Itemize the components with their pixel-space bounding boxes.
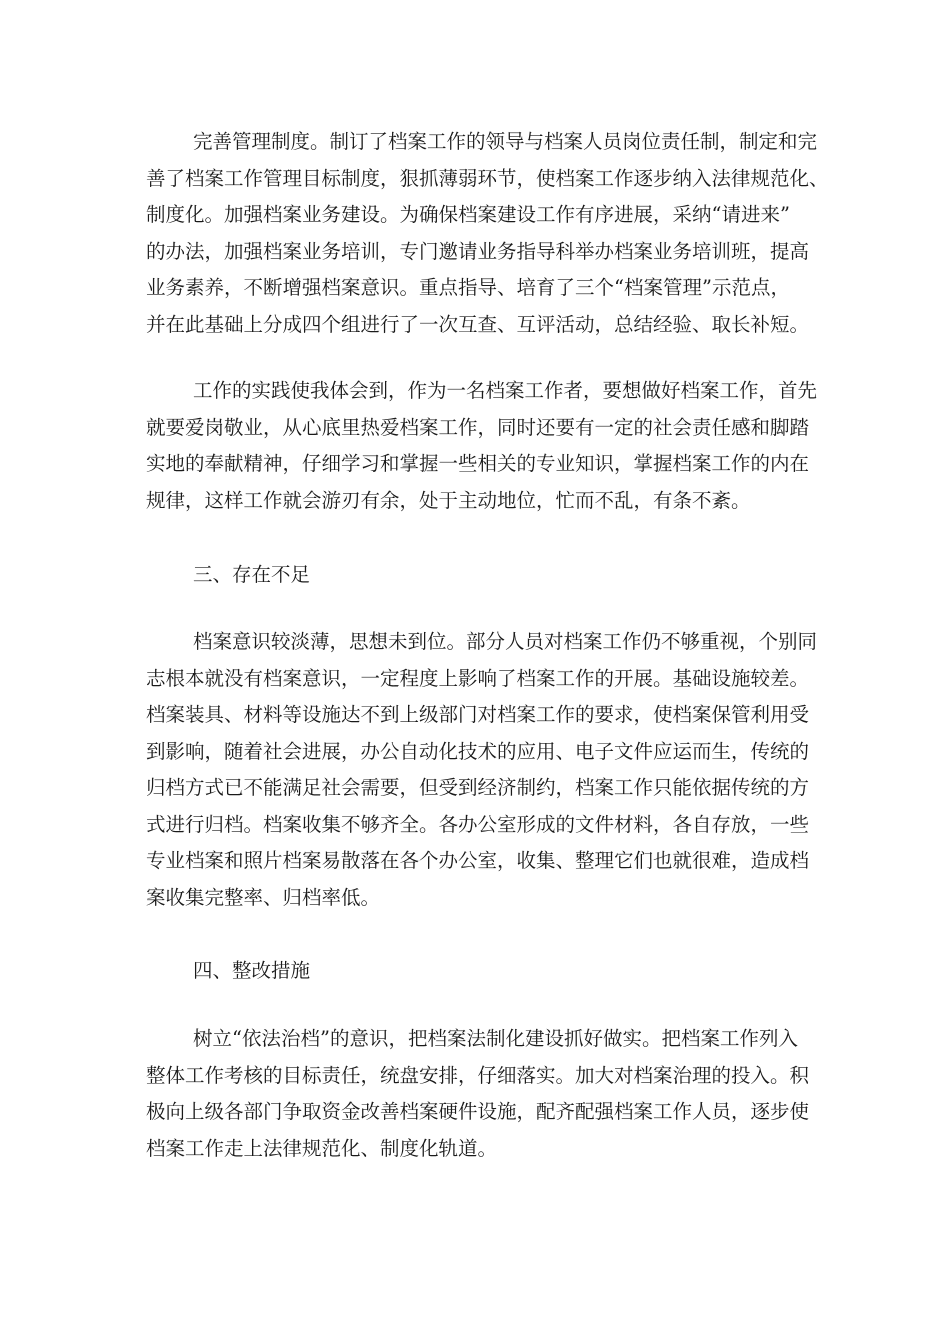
paragraph-line: 善了档案工作管理目标制度，狠抓薄弱环节，使档案工作逐步纳入法律规范化、	[146, 166, 829, 190]
paragraph-shortcomings	[146, 624, 818, 916]
paragraph-line: 归档方式已不能满足社会需要，但受到经济制约，档案工作只能依据传统的方	[146, 776, 810, 799]
paragraph-work-experience	[146, 373, 818, 519]
paragraph-line: 档案装具、材料等设施达不到上级部门对档案工作的要求，使档案保管利用受	[146, 703, 810, 726]
paragraph-line: 实地的奉献精神，仔细学习和掌握一些相关的专业知识，掌握档案工作的内在	[146, 452, 810, 475]
paragraph-line: 档案工作走上法律规范化、制度化轨道。	[146, 1136, 498, 1160]
paragraph-line: 极向上级各部门争取资金改善档案硬件设施，配齐配强档案工作人员，逐步使	[146, 1100, 810, 1123]
paragraph-line: 案收集完整率、归档率低。	[146, 885, 381, 909]
section-heading-rectification: 四、整改措施	[193, 959, 311, 982]
paragraph-line: 档案意识较淡薄，思想未到位。部分人员对档案工作仍不够重视，个别同	[193, 630, 818, 653]
paragraph-line: 志根本就没有档案意识，一定程度上影响了档案工作的开展。基础设施较差。	[146, 666, 810, 690]
paragraph-line: 到影响，随着社会进展，办公自动化技术的应用、电子文件应运而生，传统的	[146, 739, 810, 763]
paragraph-management-system	[146, 124, 829, 343]
section-heading-shortcomings: 三、存在不足	[193, 563, 311, 586]
paragraph-line: 式进行归档。档案收集不够齐全。各办公室形成的文件材料，各自存放，一些	[146, 812, 810, 836]
paragraph-line: 整体工作考核的目标责任，统盘安排，仔细落实。加大对档案治理的投入。积	[146, 1063, 810, 1087]
paragraph-line: 的办法，加强档案业务培训，专门邀请业务指导科举办档案业务培训班，提高	[146, 239, 810, 263]
paragraph-rectification	[146, 1021, 808, 1167]
paragraph-line: 完善管理制度。制订了档案工作的领导与档案人员岗位责任制，制定和完	[193, 130, 818, 153]
paragraph-line: 树立“依法治档”的意识，把档案法制化建设抓好做实。把档案工作列入	[193, 1027, 798, 1050]
paragraph-line: 制度化。加强档案业务建设。为确保档案建设工作有序进展，采纳“请进来”	[146, 203, 790, 226]
paragraph-line: 专业档案和照片档案易散落在各个办公室，收集、整理它们也就很难，造成档	[146, 849, 810, 872]
paragraph-line: 业务素养，不断增强档案意识。重点指导、培育了三个“档案管理”示范点，	[146, 276, 790, 299]
paragraph-line: 就要爱岗敬业，从心底里热爱档案工作，同时还要有一定的社会责任感和脚踏	[146, 415, 810, 439]
paragraph-line: 并在此基础上分成四个组进行了一次互查、互评活动，总结经验、取长补短。	[146, 312, 810, 336]
paragraph-line: 工作的实践使我体会到，作为一名档案工作者，要想做好档案工作，首先	[193, 379, 818, 402]
paragraph-line: 规律，这样工作就会游刃有余，处于主动地位，忙而不乱，有条不紊。	[146, 488, 751, 512]
